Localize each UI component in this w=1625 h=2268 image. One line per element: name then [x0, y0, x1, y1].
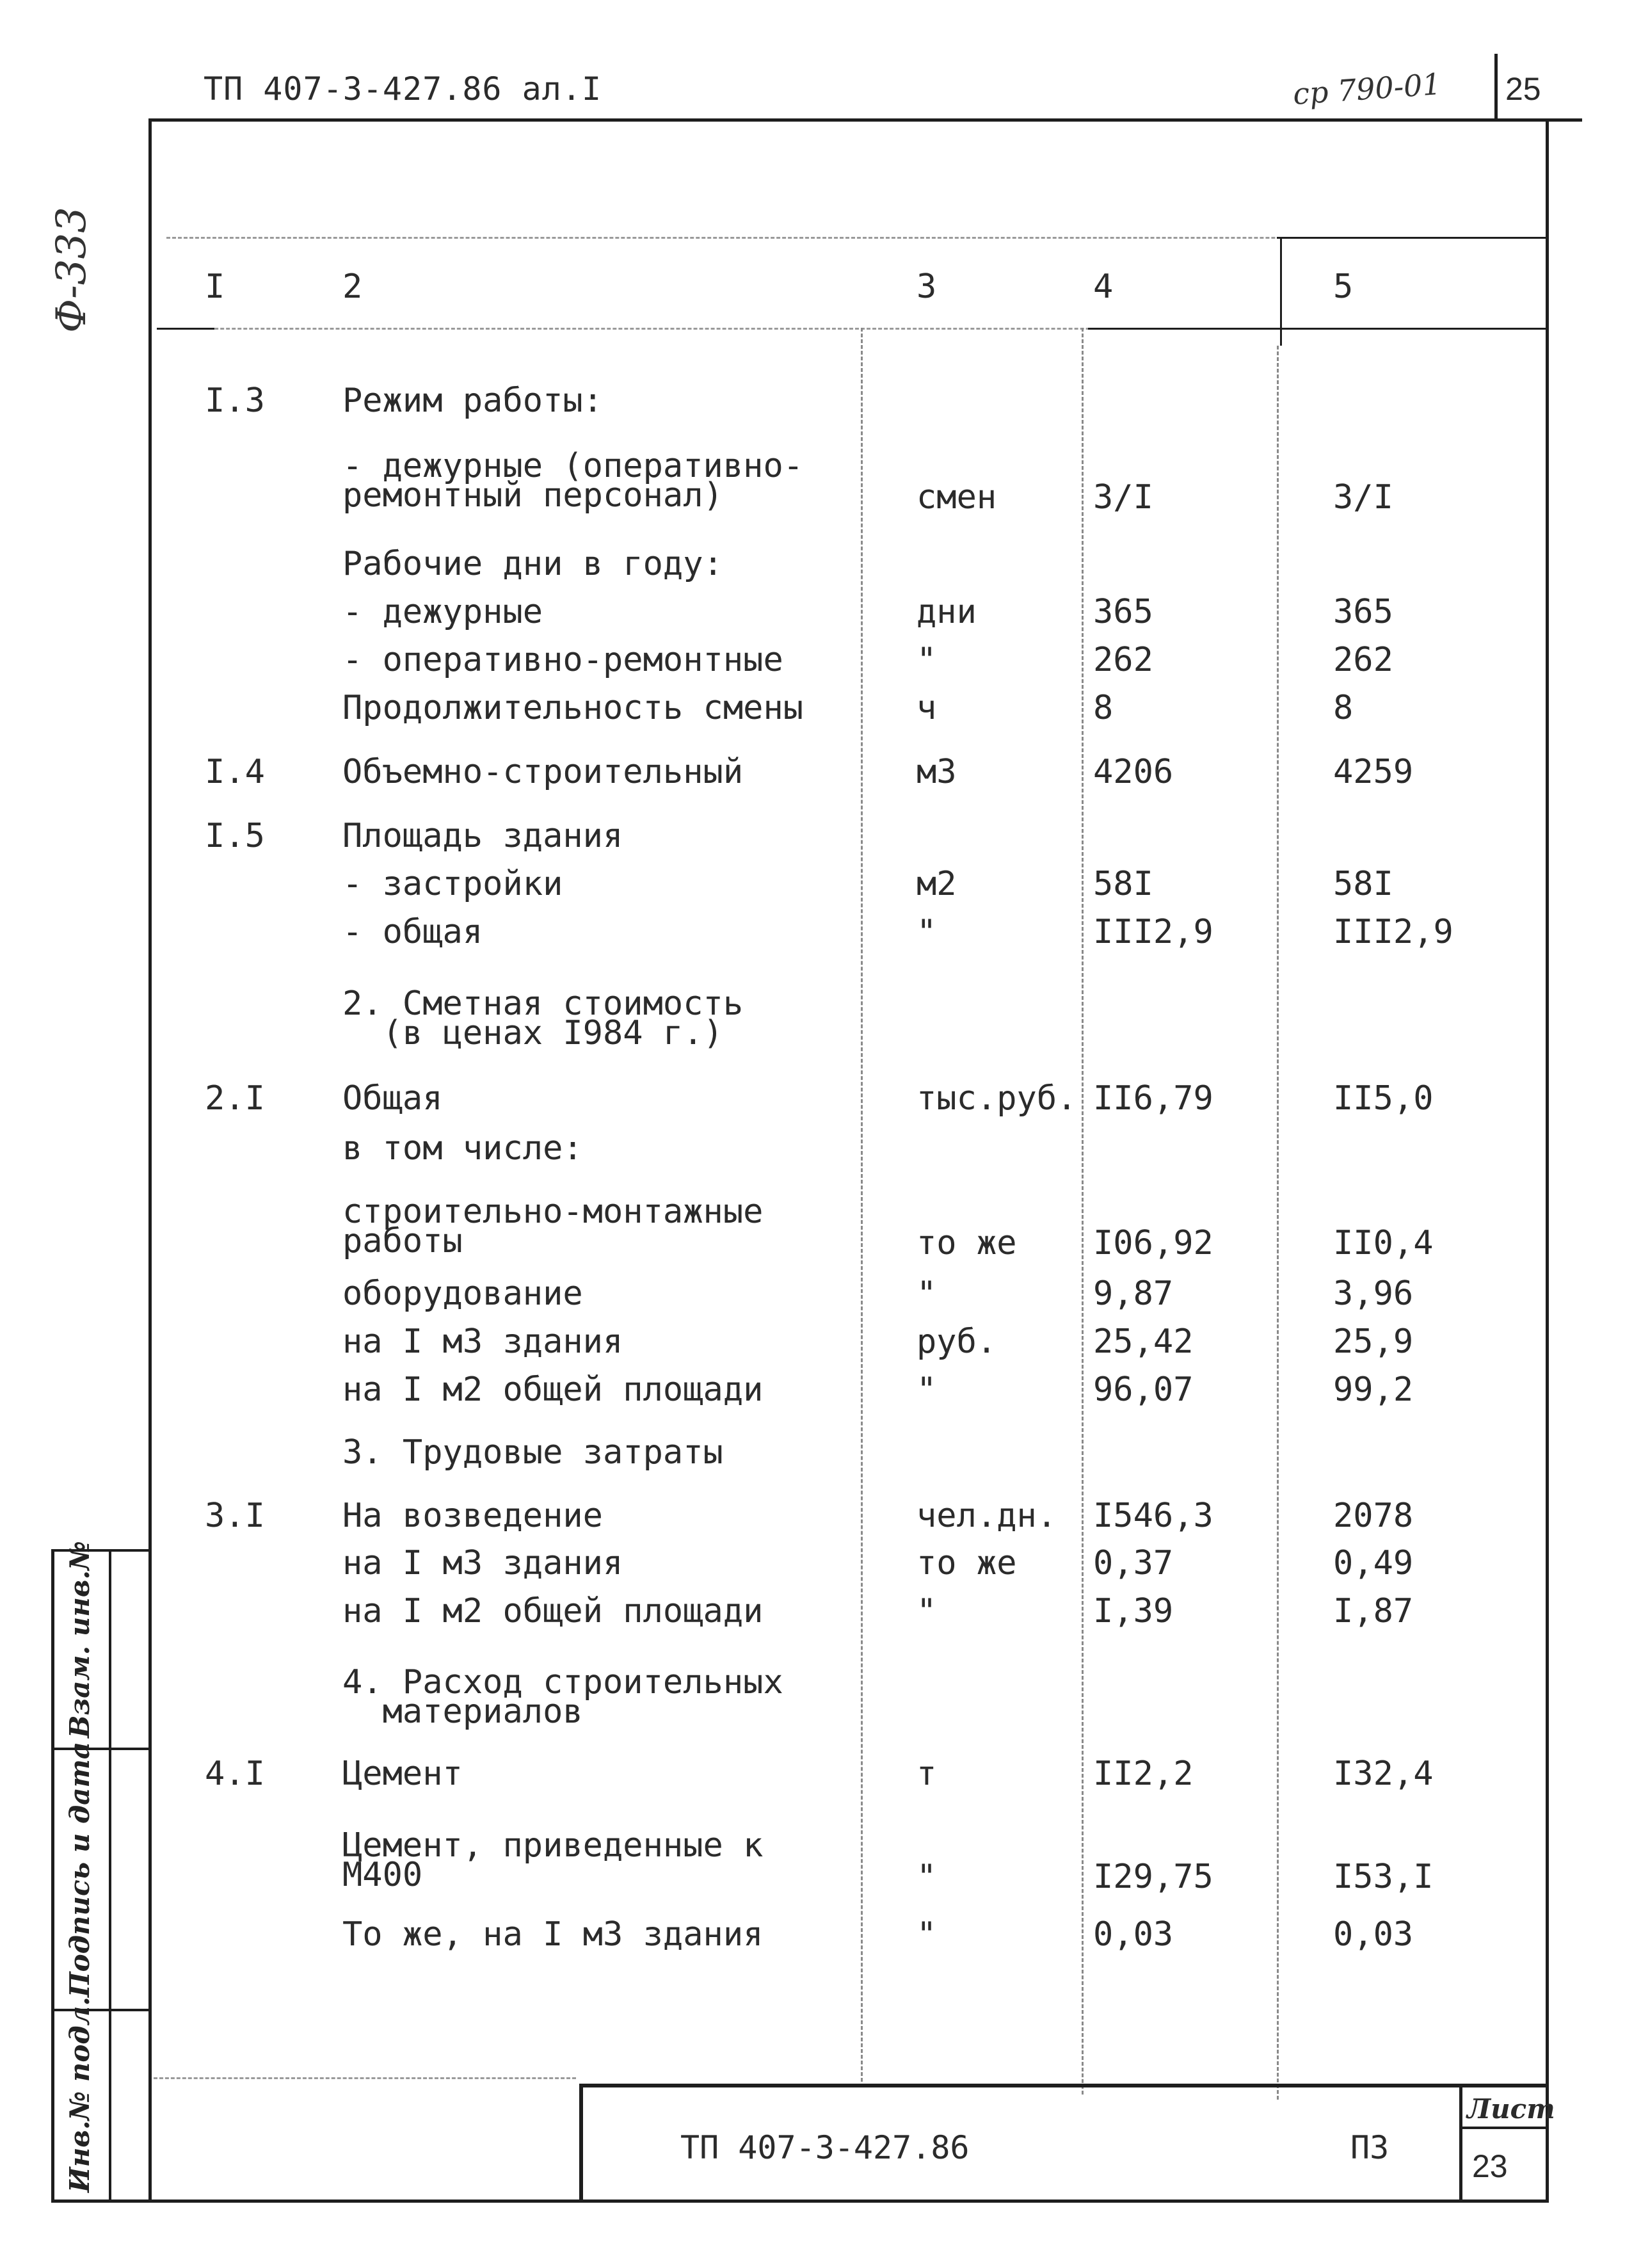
sheet-label: Лист	[1467, 2093, 1555, 2125]
cell-name: на I м2 общей площади	[342, 1371, 764, 1409]
cell-name: - общая	[342, 913, 483, 951]
side-mark: Ф-333	[48, 207, 95, 333]
cell-v4: III2,9	[1093, 913, 1213, 951]
cell-name: на I м3 здания	[342, 1323, 623, 1361]
cell-name: 2. Сметная стоимость (в ценах I984 г.)	[342, 985, 744, 1052]
frame-top	[148, 118, 1582, 122]
cell-name: - оперативно-ремонтные	[342, 641, 783, 679]
cell-v5: 99,2	[1333, 1371, 1414, 1409]
cell-unit: чел.дн.	[917, 1497, 1057, 1535]
column-header-1: I	[205, 268, 225, 306]
cell-unit: смен	[917, 478, 997, 517]
stamp-vzam-inv: Взам. инв.№	[64, 1541, 95, 1738]
cell-unit: м2	[917, 865, 957, 903]
sheet-box-divider	[1459, 2127, 1549, 2129]
cell-num: 4.I	[205, 1755, 265, 1793]
cell-v4: 8	[1093, 689, 1114, 727]
cell-name: оборудование	[342, 1275, 583, 1313]
cell-name: Цемент	[342, 1755, 463, 1793]
cell-v4: 25,42	[1093, 1323, 1194, 1361]
cell-v5: III2,9	[1333, 913, 1453, 951]
cell-num: 2.I	[205, 1079, 265, 1118]
cell-v4: 0,03	[1093, 1915, 1174, 1954]
frame-bottom	[51, 2200, 1549, 2203]
cell-v5: I,87	[1333, 1592, 1414, 1630]
cell-unit: то же	[917, 1544, 1017, 1582]
cell-v4: 262	[1093, 641, 1153, 679]
cell-v4: I546,3	[1093, 1497, 1213, 1535]
cell-num: I.5	[205, 817, 265, 855]
cell-v5: 8	[1333, 689, 1354, 727]
cell-v5: 58I	[1333, 865, 1393, 903]
column-header-3: 3	[917, 268, 937, 306]
stamp-inner-left	[109, 1549, 111, 2202]
cell-name: Цемент, приведенные к М400	[342, 1826, 764, 1894]
cell-v5: 3,96	[1333, 1275, 1414, 1313]
column-header-5: 5	[1333, 268, 1354, 306]
cell-v5: 4259	[1333, 753, 1414, 791]
cell-v4: I06,92	[1093, 1224, 1213, 1262]
footer-section-code: ПЗ	[1350, 2129, 1389, 2166]
cell-v4: II6,79	[1093, 1079, 1213, 1118]
sheet-box-left	[1459, 2084, 1462, 2202]
cell-name: 3. Трудовые затраты	[342, 1433, 723, 1472]
title-block-top	[579, 2084, 1546, 2087]
stamp-inv-podl: Инв.№ подл.	[64, 1997, 95, 2192]
cell-name: на I м3 здания	[342, 1544, 623, 1582]
cell-num: 3.I	[205, 1497, 265, 1535]
cell-v5: 2078	[1333, 1497, 1414, 1535]
column-divider-5-top	[1280, 237, 1282, 346]
cell-v4: I,39	[1093, 1592, 1174, 1630]
frame-right	[1546, 122, 1549, 2202]
cell-unit: ч	[917, 689, 937, 727]
column-divider-3	[861, 328, 863, 2082]
footer-document-code: ТП 407-3-427.86	[680, 2129, 970, 2166]
page-number-divider	[1494, 54, 1498, 120]
header-bottom-rule-right	[1088, 328, 1546, 330]
cell-v4: 4206	[1093, 753, 1174, 791]
cell-v4: 3/I	[1093, 478, 1153, 517]
cell-num: I.3	[205, 382, 265, 420]
cell-name: Режим работы:	[342, 382, 603, 420]
cell-v5: I32,4	[1333, 1755, 1434, 1793]
cell-v5: 25,9	[1333, 1323, 1414, 1361]
document-code: ТП 407-3-427.86 ал.I	[204, 70, 602, 108]
cell-unit: "	[917, 1592, 937, 1630]
title-block-left	[579, 2084, 583, 2202]
cell-unit: "	[917, 1915, 937, 1954]
handwritten-code: ср 790-01	[1292, 66, 1443, 112]
cell-v5: II0,4	[1333, 1224, 1434, 1262]
cell-unit: м3	[917, 753, 957, 791]
cell-unit: "	[917, 641, 937, 679]
sheet-number: 23	[1472, 2148, 1508, 2184]
cell-name: 4. Расход строительных материалов	[342, 1663, 783, 1731]
cell-name: в том числе:	[342, 1129, 583, 1168]
column-header-2: 2	[342, 268, 363, 306]
header-left-tick	[157, 328, 214, 330]
cell-v4: 365	[1093, 593, 1153, 631]
stamp-outer-left	[51, 1549, 54, 2202]
column-divider-4	[1082, 328, 1084, 2095]
title-block-dashed	[154, 2077, 576, 2079]
cell-v4: 9,87	[1093, 1275, 1174, 1313]
cell-unit: дни	[917, 593, 977, 631]
stamp-signature-date: Подпись и дата	[64, 1741, 95, 1997]
cell-v5: II5,0	[1333, 1079, 1434, 1118]
cell-unit: т	[917, 1755, 937, 1793]
cell-name: на I м2 общей площади	[342, 1592, 764, 1630]
cell-unit: "	[917, 1275, 937, 1313]
cell-v5: 365	[1333, 593, 1393, 631]
cell-v5: 0,49	[1333, 1544, 1414, 1582]
column-header-4: 4	[1093, 268, 1114, 306]
cell-name: Общая	[342, 1079, 443, 1118]
cell-unit: руб.	[917, 1323, 997, 1361]
cell-v4: II2,2	[1093, 1755, 1194, 1793]
cell-v4: 96,07	[1093, 1371, 1194, 1409]
cell-v4: I29,75	[1093, 1858, 1213, 1896]
column-divider-5	[1277, 346, 1279, 2100]
cell-name: Объемно-строительный	[342, 753, 744, 791]
cell-name: Рабочие дни в году:	[342, 545, 723, 583]
cell-name: То же, на I м3 здания	[342, 1915, 764, 1954]
cell-unit: "	[917, 1858, 937, 1896]
cell-v4: 0,37	[1093, 1544, 1174, 1582]
header-top-rule-right	[1277, 237, 1546, 239]
cell-v5: 0,03	[1333, 1915, 1414, 1954]
cell-name: - дежурные (оперативно- ремонтный персонал)	[342, 447, 804, 515]
cell-v5: 262	[1333, 641, 1393, 679]
cell-name: Площадь здания	[342, 817, 623, 855]
cell-v5: 3/I	[1333, 478, 1393, 517]
cell-num: I.4	[205, 753, 265, 791]
cell-v5: I53,I	[1333, 1858, 1434, 1896]
cell-name: На возведение	[342, 1497, 603, 1535]
cell-unit: "	[917, 913, 937, 951]
cell-v4: 58I	[1093, 865, 1153, 903]
cell-name: строительно-монтажные работы	[342, 1193, 764, 1260]
cell-unit: то же	[917, 1224, 1017, 1262]
cell-name: - дежурные	[342, 593, 543, 631]
cell-unit: тыс.руб.	[917, 1079, 1077, 1118]
frame-left	[148, 118, 152, 2202]
cell-name: Продолжительность смены	[342, 689, 804, 727]
cell-unit: "	[917, 1371, 937, 1409]
cell-name: - застройки	[342, 865, 563, 903]
page-number: 25	[1505, 71, 1541, 107]
